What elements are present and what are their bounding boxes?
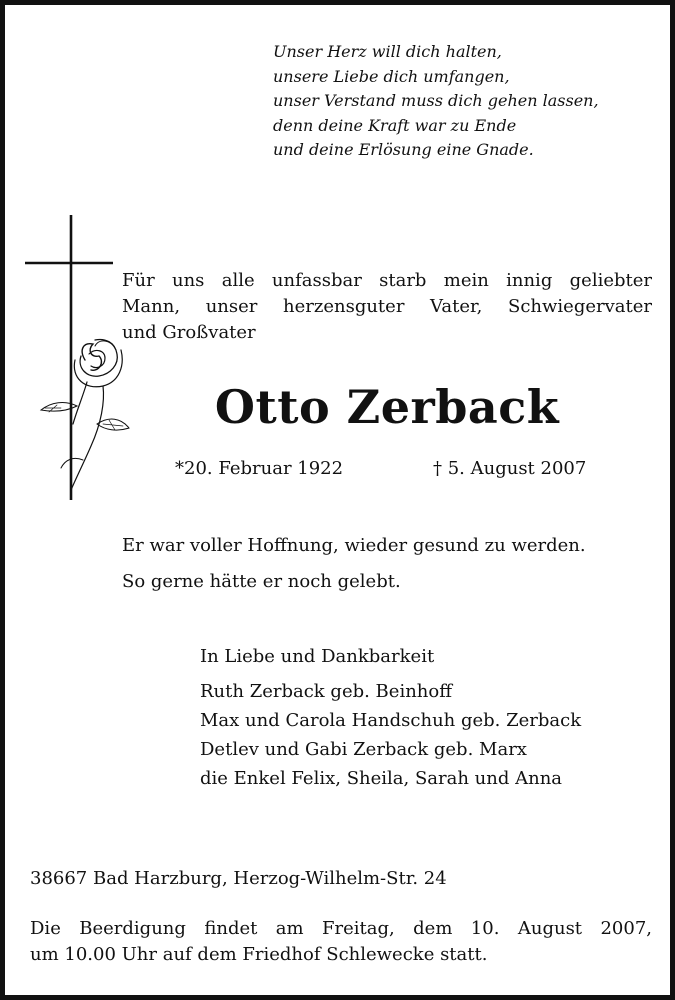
family-signature (200, 642, 581, 793)
poem-line: denn deine Kraft war zu Ende (273, 115, 517, 135)
family-member: die Enkel Felix, Sheila, Sarah und Anna (200, 768, 563, 789)
intro-line: Für uns alle unfassbar starb mein innig geliebter (122, 270, 652, 291)
funeral-info (30, 916, 652, 968)
closing-words (122, 528, 586, 600)
birth-date: *20. Februar 1922 (175, 458, 344, 479)
family-member: Ruth Zerback geb. Beinhoff (200, 681, 453, 702)
poem (273, 40, 653, 163)
intro-line: Mann, unser herzensguter Vater, Schwiegervater (122, 296, 652, 317)
deceased-name: Otto Zerback (214, 380, 560, 434)
address: 38667 Bad Harzburg, Herzog-Wilhelm-Str. 24 (30, 868, 447, 889)
closing-line: So gerne hätte er noch gelebt. (122, 571, 401, 592)
poem-line: Unser Herz will dich halten, (273, 42, 502, 61)
poem-line: und deine Erlösung eine Gnade. (273, 140, 534, 159)
poem-line: unser Verstand muss dich gehen lassen, (273, 91, 599, 110)
funeral-line: Die Beerdigung findet am Freitag, dem 10. August 2007, (30, 918, 652, 939)
funeral-line: um 10.00 Uhr auf dem Friedhof Schlewecke statt. (30, 944, 488, 965)
closing-line: Er war voller Hoffnung, wieder gesund zu werden. (122, 535, 586, 556)
rose-icon (41, 340, 129, 490)
poem-line: unsere Liebe dich umfangen, (273, 66, 510, 86)
family-member: Max und Carola Handschuh geb. Zerback (200, 710, 582, 731)
intro-line: und Großvater (122, 322, 256, 343)
death-date: † 5. August 2007 (433, 458, 587, 479)
intro-text (122, 268, 652, 346)
family-heading: In Liebe und Dankbarkeit (200, 646, 435, 667)
cross-rose-emblem (25, 210, 145, 510)
family-member: Detlev und Gabi Zerback geb. Marx (200, 739, 527, 760)
